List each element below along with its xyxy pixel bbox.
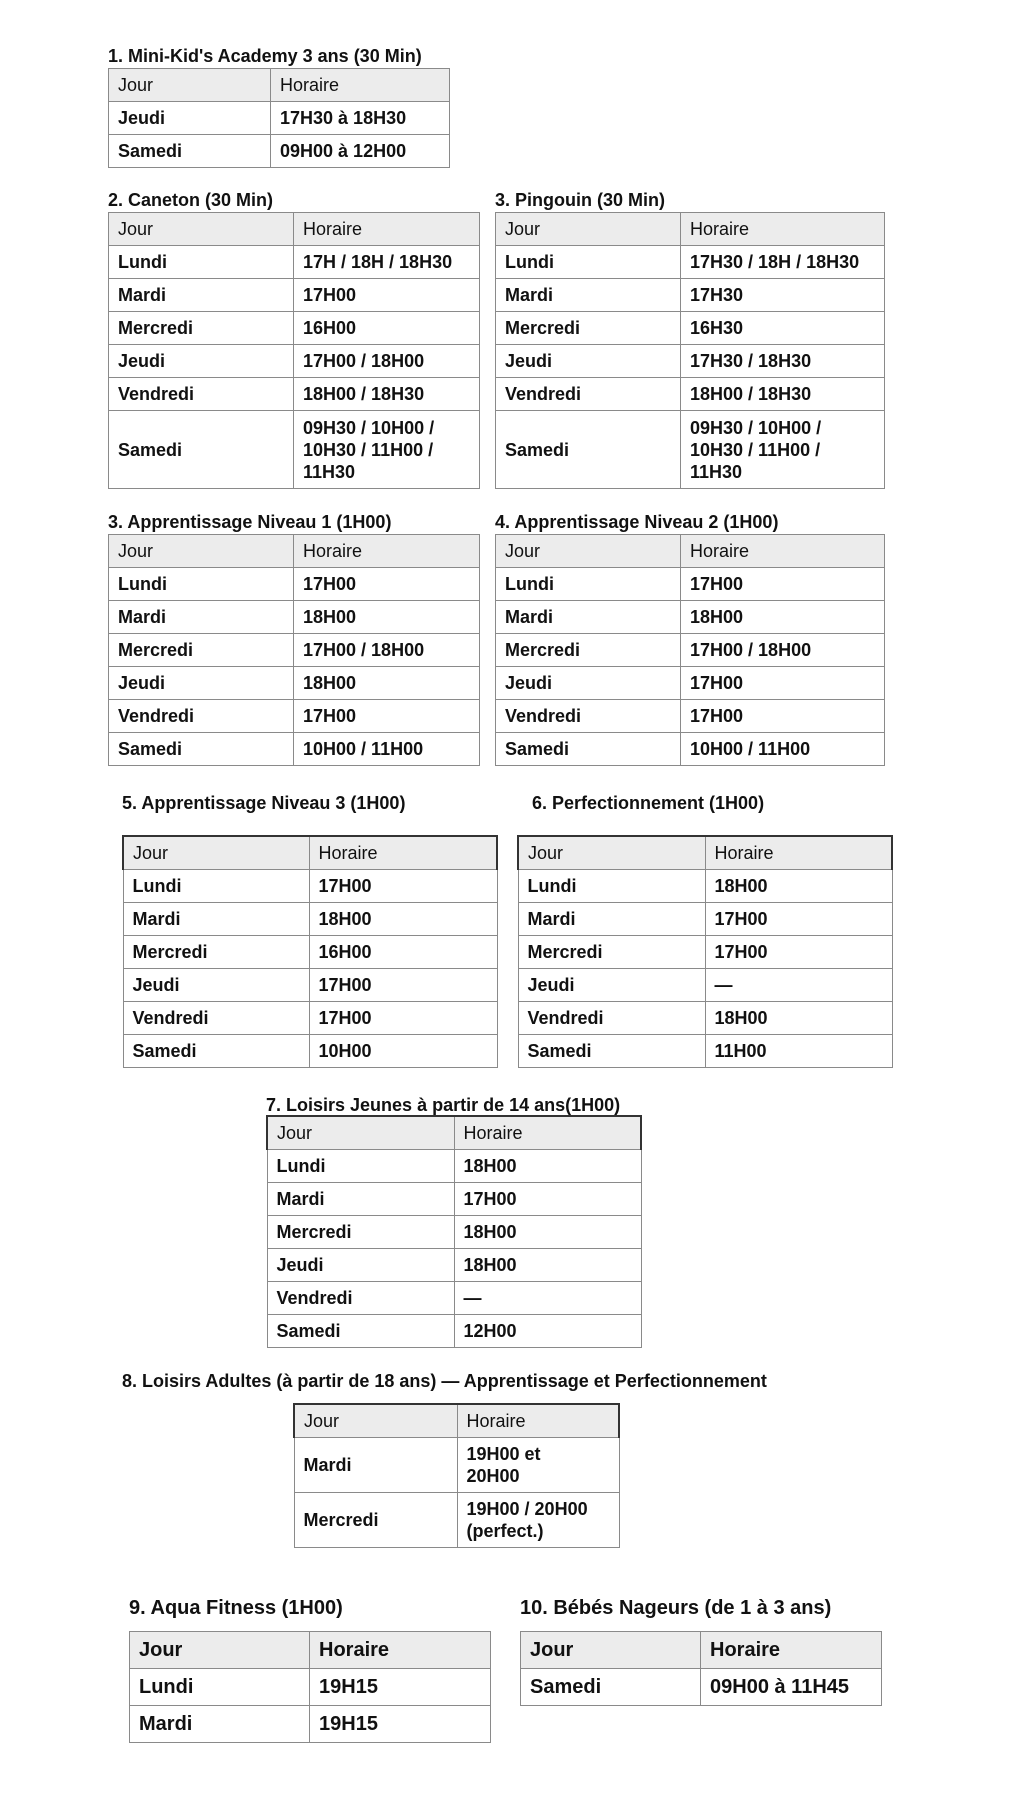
time-cell: 17H00 [294,279,480,312]
table-row [496,378,885,411]
section-title: 10. Bébés Nageurs (de 1 à 3 ans) [520,1597,832,1619]
time-cell: 19H15 [310,1706,491,1743]
day-cell: Vendredi [518,1001,705,1034]
day-cell: Jeudi [109,345,294,378]
table-header-row [521,1632,882,1669]
day-cell: Jeudi [496,345,681,378]
table-row [109,345,480,378]
table-row [518,902,892,935]
time-cell: 18H00 [681,601,885,634]
schedule-table [122,835,498,1068]
column-header-jour: Jour [518,836,705,869]
table-row [267,1182,641,1215]
day-cell: Mardi [123,902,309,935]
table-row [267,1149,641,1182]
day-cell: Jeudi [123,968,309,1001]
section-title: 5. Apprentissage Niveau 3 (1H00) [122,793,406,813]
day-cell: Mardi [518,902,705,935]
day-cell: Samedi [109,733,294,766]
table-header-row [109,213,480,246]
day-cell: Jeudi [109,667,294,700]
day-cell: Vendredi [496,700,681,733]
day-cell: Vendredi [496,378,681,411]
table-row [109,568,480,601]
day-cell: Samedi [518,1034,705,1067]
day-cell: Mercredi [518,935,705,968]
schedule-table [108,534,480,766]
time-cell: 19H15 [310,1669,491,1706]
table-row [109,411,480,489]
section-title: 7. Loisirs Jeunes à partir de 14 ans(1H00) [266,1095,621,1115]
table-row [521,1669,882,1706]
time-cell: 10H00 [309,1034,497,1067]
time-cell: 11H00 [705,1034,892,1067]
time-cell: 17H00 [681,700,885,733]
table-row [109,667,480,700]
time-cell: 09H30 / 10H00 / 10H30 / 11H00 / 11H30 [681,411,885,489]
day-cell: Jeudi [496,667,681,700]
time-cell: 17H00 / 18H00 [681,634,885,667]
table-row [109,312,480,345]
table-row [123,1034,497,1067]
column-header-horaire: Horaire [310,1632,491,1669]
table-row [496,667,885,700]
time-cell: 18H00 [294,667,480,700]
table-header-row [130,1632,491,1669]
table-row [294,1437,619,1492]
day-cell: Samedi [267,1314,454,1347]
time-cell: 18H00 / 18H30 [681,378,885,411]
day-cell: Mercredi [267,1215,454,1248]
column-header-horaire: Horaire [454,1116,641,1149]
time-cell: 17H00 / 18H00 [294,634,480,667]
time-cell: 17H00 / 18H00 [294,345,480,378]
time-cell: 17H00 [309,968,497,1001]
time-cell: — [705,968,892,1001]
table-row [123,1001,497,1034]
day-cell: Lundi [109,246,294,279]
table-row [109,378,480,411]
time-cell: 18H00 [454,1149,641,1182]
table-row [518,968,892,1001]
column-header-jour: Jour [521,1632,701,1669]
time-cell: 17H00 [454,1182,641,1215]
time-cell: 17H00 [705,902,892,935]
column-header-jour: Jour [496,213,681,246]
table-row [518,869,892,902]
time-cell: 10H00 / 11H00 [294,733,480,766]
section-title: 4. Apprentissage Niveau 2 (1H00) [495,512,779,532]
day-cell: Mercredi [496,312,681,345]
table-row [267,1215,641,1248]
day-cell: Mardi [496,279,681,312]
table-row [109,102,450,135]
day-cell: Mardi [130,1706,310,1743]
column-header-jour: Jour [496,535,681,568]
table-row [496,345,885,378]
day-cell: Samedi [109,411,294,489]
table-row [496,312,885,345]
day-cell: Mardi [109,601,294,634]
time-cell: 17H00 [309,869,497,902]
day-cell: Lundi [109,568,294,601]
table-row [518,1001,892,1034]
time-cell: 17H00 [681,667,885,700]
schedule-table [520,1631,882,1706]
day-cell: Mardi [267,1182,454,1215]
time-cell: — [454,1281,641,1314]
column-header-jour: Jour [294,1404,457,1437]
table-header-row [109,69,450,102]
table-row [109,700,480,733]
time-cell: 09H00 à 12H00 [271,135,450,168]
table-header-row [518,836,892,869]
day-cell: Mercredi [123,935,309,968]
time-cell: 18H00 [454,1215,641,1248]
table-row [109,135,450,168]
table-row [267,1281,641,1314]
table-row [518,935,892,968]
day-cell: Vendredi [123,1001,309,1034]
time-cell: 17H00 [294,568,480,601]
table-row [267,1248,641,1281]
time-cell: 17H / 18H / 18H30 [294,246,480,279]
time-cell: 17H30 [681,279,885,312]
section-title: 3. Pingouin (30 Min) [495,190,665,210]
schedule-table [108,68,450,168]
time-cell: 18H00 [294,601,480,634]
table-row [123,869,497,902]
schedule-table [129,1631,491,1743]
day-cell: Lundi [267,1149,454,1182]
schedule-table [293,1403,620,1548]
schedule-table [517,835,893,1068]
schedule-table [495,534,885,766]
table-row [496,634,885,667]
table-row [496,568,885,601]
table-row [109,733,480,766]
table-header-row [109,535,480,568]
table-row [123,902,497,935]
table-row [109,246,480,279]
table-row [109,601,480,634]
table-header-row [496,535,885,568]
day-cell: Samedi [109,135,271,168]
day-cell: Vendredi [109,378,294,411]
day-cell: Mercredi [109,634,294,667]
day-cell: Mercredi [109,312,294,345]
time-cell: 12H00 [454,1314,641,1347]
time-cell: 16H00 [309,935,497,968]
table-row [294,1492,619,1547]
time-cell: 17H30 / 18H30 [681,345,885,378]
table-row [496,700,885,733]
day-cell: Jeudi [267,1248,454,1281]
section-title: 1. Mini-Kid's Academy 3 ans (30 Min) [108,46,422,66]
time-cell: 17H30 à 18H30 [271,102,450,135]
column-header-jour: Jour [109,535,294,568]
day-cell: Vendredi [109,700,294,733]
time-cell: 16H00 [294,312,480,345]
table-row [496,411,885,489]
day-cell: Lundi [130,1669,310,1706]
section-title: 6. Perfectionnement (1H00) [532,793,765,813]
table-row [267,1314,641,1347]
table-row [123,968,497,1001]
table-row [496,246,885,279]
table-row [496,279,885,312]
day-cell: Jeudi [109,102,271,135]
day-cell: Lundi [496,568,681,601]
day-cell: Lundi [518,869,705,902]
time-cell: 09H00 à 11H45 [701,1669,882,1706]
column-header-jour: Jour [267,1116,454,1149]
day-cell: Mardi [294,1437,457,1492]
time-cell: 09H30 / 10H00 / 10H30 / 11H00 / 11H30 [294,411,480,489]
day-cell: Mardi [496,601,681,634]
column-header-jour: Jour [130,1632,310,1669]
day-cell: Samedi [496,411,681,489]
table-row [130,1706,491,1743]
column-header-horaire: Horaire [309,836,497,869]
day-cell: Mercredi [294,1492,457,1547]
day-cell: Mardi [109,279,294,312]
day-cell: Samedi [521,1669,701,1706]
column-header-horaire: Horaire [681,535,885,568]
day-cell: Mercredi [496,634,681,667]
section-title: 3. Apprentissage Niveau 1 (1H00) [108,512,392,532]
column-header-jour: Jour [123,836,309,869]
day-cell: Lundi [123,869,309,902]
time-cell: 17H30 / 18H / 18H30 [681,246,885,279]
time-cell: 17H00 [294,700,480,733]
table-row [518,1034,892,1067]
time-cell: 19H00 / 20H00 (perfect.) [457,1492,619,1547]
table-row [496,733,885,766]
time-cell: 19H00 et 20H00 [457,1437,619,1492]
time-cell: 17H00 [681,568,885,601]
time-cell: 18H00 [705,1001,892,1034]
table-row [109,279,480,312]
schedule-table [108,212,480,489]
time-cell: 18H00 [705,869,892,902]
time-cell: 18H00 [309,902,497,935]
section-title: 9. Aqua Fitness (1H00) [129,1597,343,1619]
table-row [496,601,885,634]
day-cell: Samedi [123,1034,309,1067]
time-cell: 17H00 [309,1001,497,1034]
column-header-horaire: Horaire [294,535,480,568]
column-header-horaire: Horaire [294,213,480,246]
column-header-horaire: Horaire [681,213,885,246]
table-row [109,634,480,667]
section-title: 2. Caneton (30 Min) [108,190,274,210]
day-cell: Jeudi [518,968,705,1001]
table-header-row [496,213,885,246]
day-cell: Vendredi [267,1281,454,1314]
time-cell: 18H00 / 18H30 [294,378,480,411]
time-cell: 18H00 [454,1248,641,1281]
column-header-horaire: Horaire [701,1632,882,1669]
day-cell: Lundi [496,246,681,279]
section-title: 8. Loisirs Adultes (à partir de 18 ans) — Apprentissage et Perfectionnement [122,1371,767,1391]
day-cell: Samedi [496,733,681,766]
column-header-jour: Jour [109,213,294,246]
column-header-horaire: Horaire [457,1404,619,1437]
time-cell: 17H00 [705,935,892,968]
time-cell: 10H00 / 11H00 [681,733,885,766]
table-header-row [267,1116,641,1149]
table-row [123,935,497,968]
column-header-horaire: Horaire [271,69,450,102]
table-header-row [123,836,497,869]
column-header-jour: Jour [109,69,271,102]
column-header-horaire: Horaire [705,836,892,869]
schedule-table [266,1115,642,1348]
schedule-table [495,212,885,489]
time-cell: 16H30 [681,312,885,345]
table-row [130,1669,491,1706]
table-header-row [294,1404,619,1437]
